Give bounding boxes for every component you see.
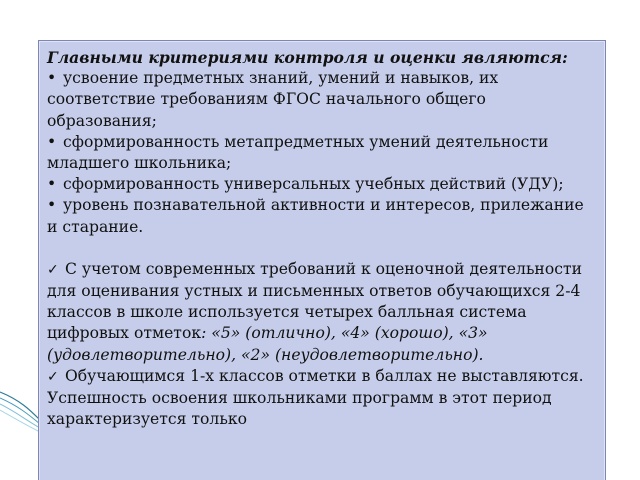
bullet-dot-icon: • xyxy=(47,196,57,215)
spacer xyxy=(47,238,597,259)
bullet-dot-icon: • xyxy=(47,132,57,151)
criteria-heading: Главными критериями контроля и оценки являются: xyxy=(47,48,568,67)
first-grade-paragraph xyxy=(47,366,597,431)
bullet-text: сформированность универсальных учебных действий (УДУ); xyxy=(63,175,564,194)
bullet-text: уровень познавательной активности и интересов, прилежание и старание. xyxy=(47,196,584,236)
grading-scale-text: : «5» (отлично), «4» (хорошо), «3» (удовлетворительно), «2» (неудовлетворительно). xyxy=(47,324,488,364)
grading-text: С учетом современных требований к оценочной деятельности для оценивания устных и письменных ответов обучающихся 2-4 классов в школе используется четырех балльная система цифровых отметок xyxy=(47,259,582,343)
bullet-dot-icon: • xyxy=(47,69,57,88)
swoosh-line-4 xyxy=(0,410,40,432)
first-grade-text: Обучающимся 1-х классов отметки в баллах не выставляются. Успешность освоения школьниками программ в этот период характеризуется только xyxy=(47,366,584,429)
swoosh-line-3 xyxy=(0,404,40,428)
bullet-item-2 xyxy=(47,132,597,174)
checkmark-icon: ✓ xyxy=(47,261,59,278)
checkmark-icon: ✓ xyxy=(47,368,59,385)
bullet-item-3 xyxy=(47,174,597,195)
bullet-text: усвоение предметных знаний, умений и навыков, их соответствие требованиям ФГОС начального общего образования; xyxy=(47,69,499,130)
grading-paragraph xyxy=(47,259,597,366)
bullet-item-1 xyxy=(47,68,597,132)
content-textbox xyxy=(38,40,606,480)
bullet-text: сформированность метапредметных умений деятельности младшего школьника; xyxy=(47,132,549,173)
bullet-item-4 xyxy=(47,195,597,237)
bullet-dot-icon: • xyxy=(47,175,57,194)
